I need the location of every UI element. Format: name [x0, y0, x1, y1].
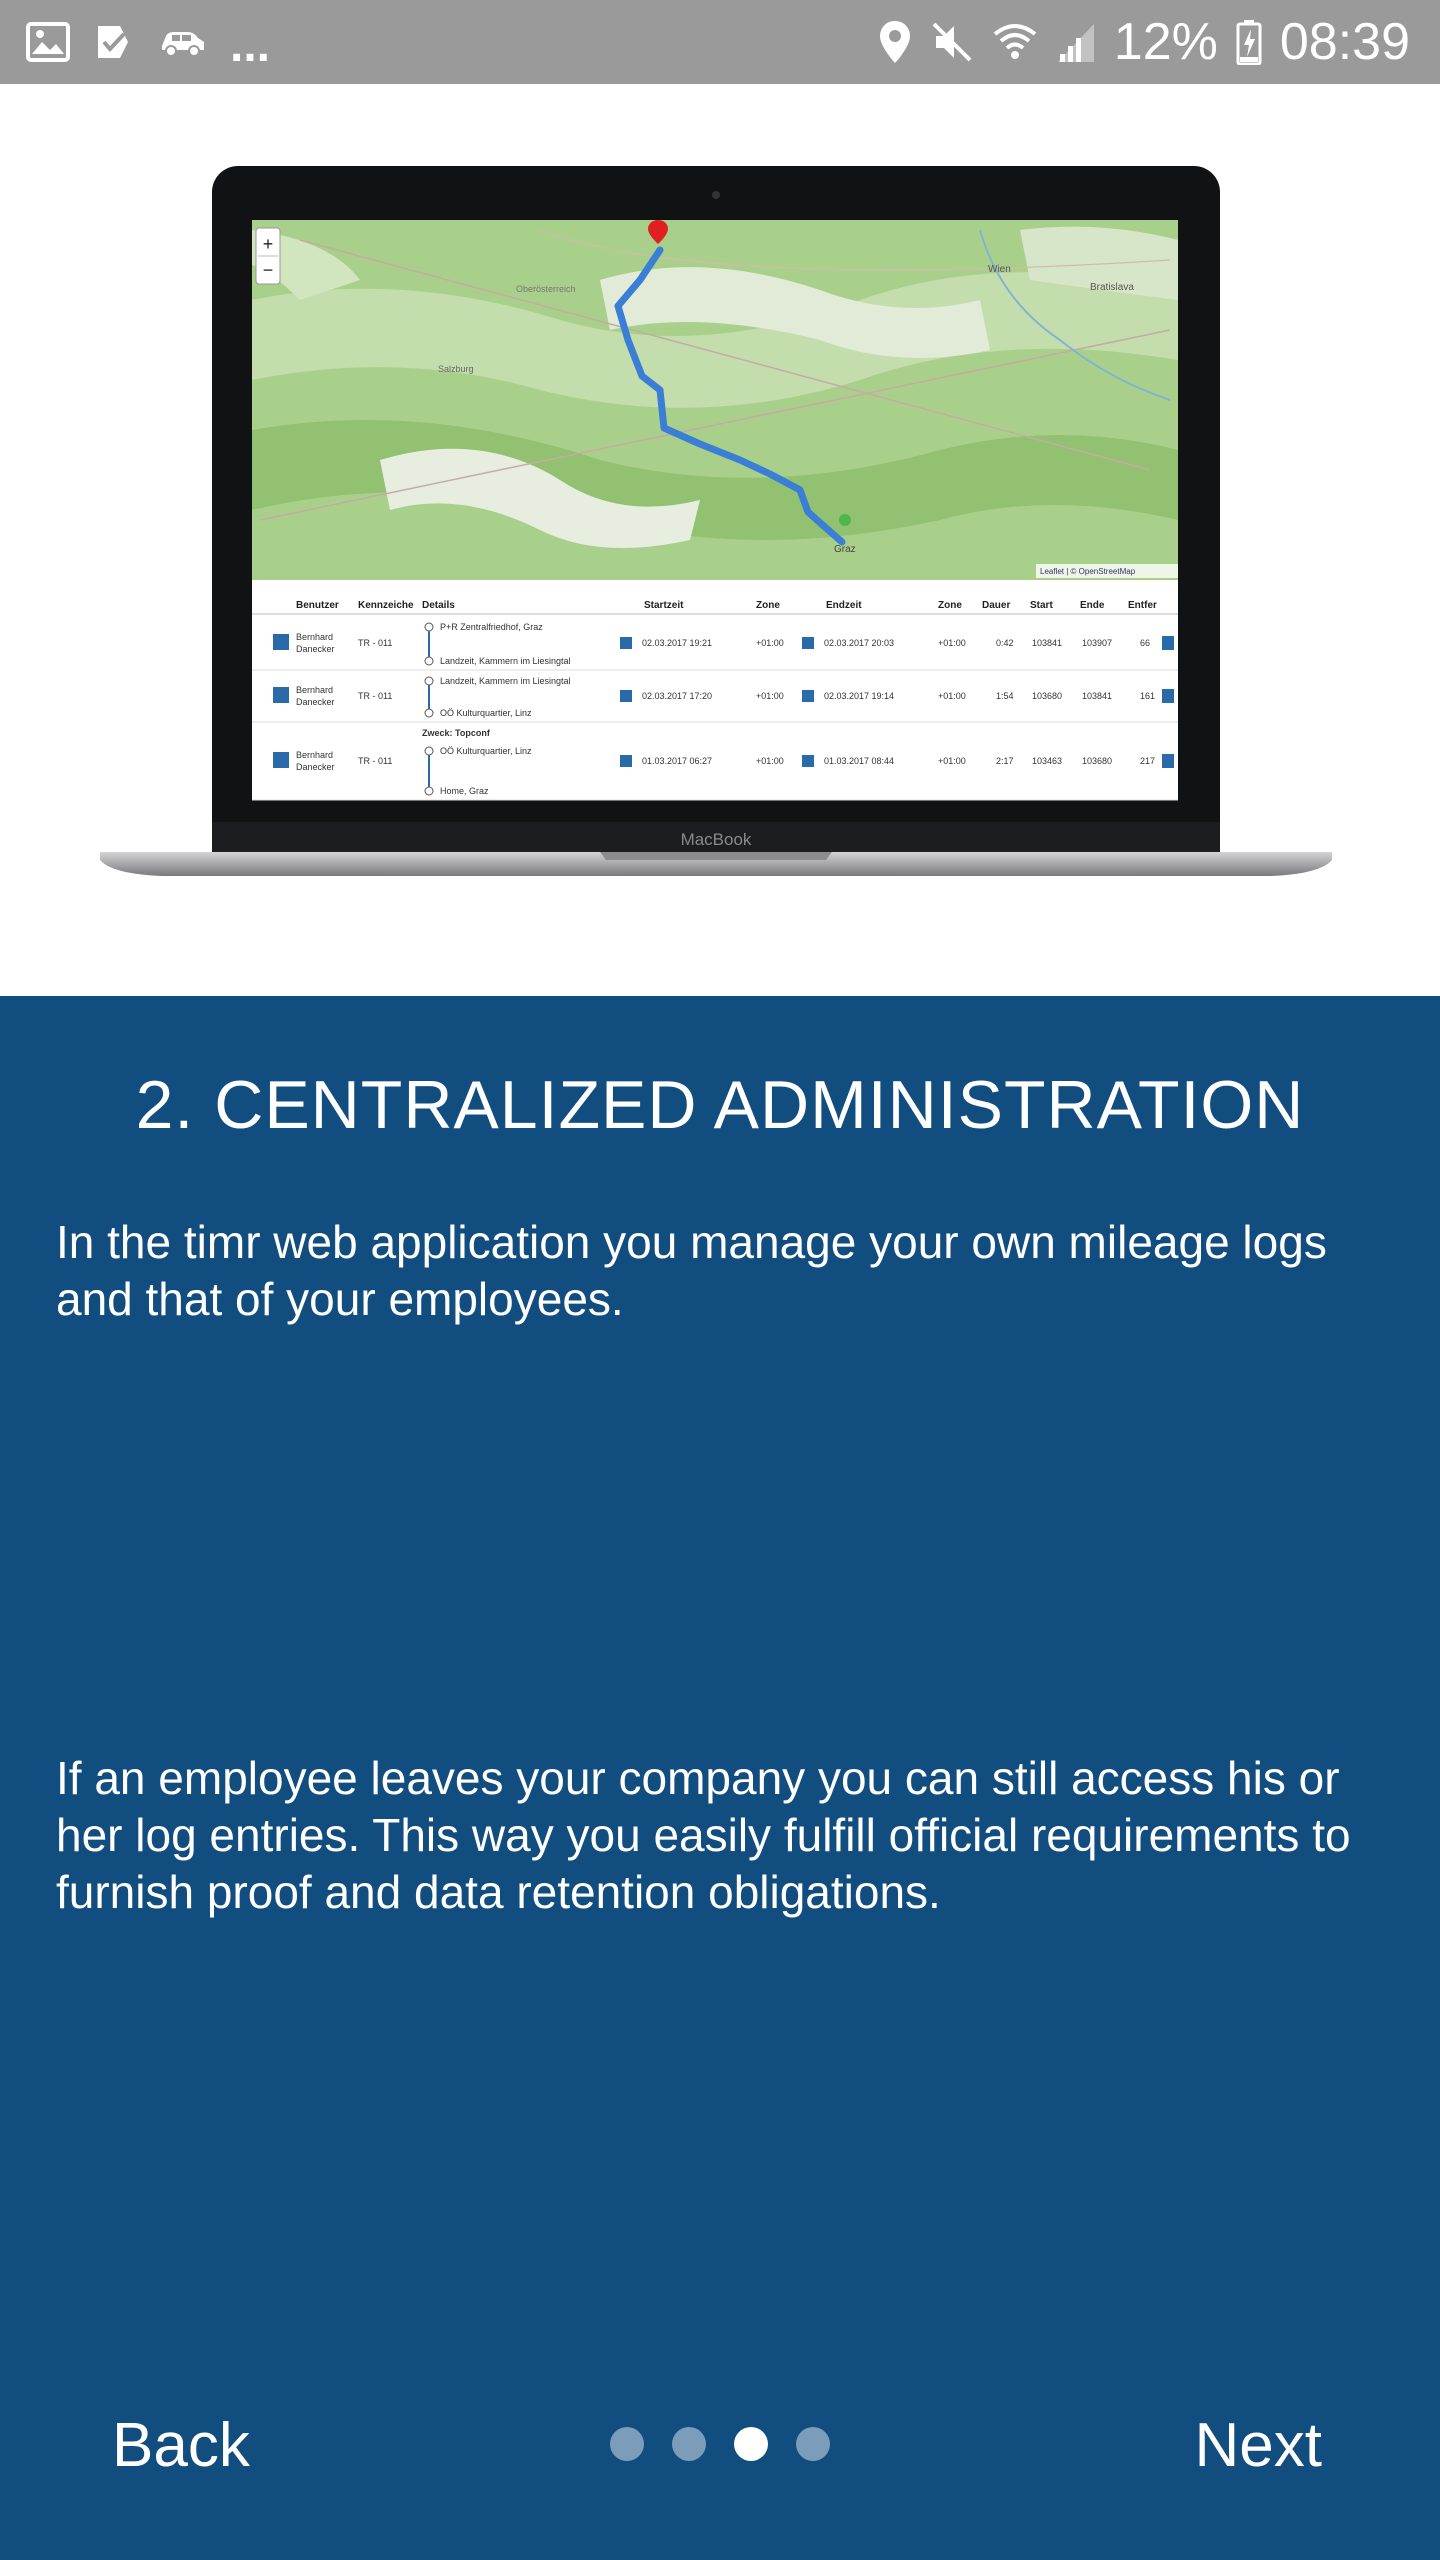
cell-start-time: 01.03.2017 06:27: [642, 756, 713, 766]
notification-icons: [26, 16, 271, 72]
cell-km-start: 103841: [1032, 638, 1063, 648]
cell-distance: 66: [1140, 638, 1151, 648]
onboarding-panel: [0, 996, 1440, 2560]
cell-user: Bernhard: [296, 632, 334, 642]
page-indicator: [600, 2424, 840, 2464]
table-header-cell: Zone: [938, 600, 962, 611]
location-pin-icon: [878, 19, 912, 65]
cell-to: Landzeit, Kammern im Liesingtal: [440, 656, 571, 666]
start-time-icon: [620, 637, 632, 649]
cell-user: Danecker: [296, 762, 335, 772]
cell-end-time: 01.03.2017 08:44: [824, 756, 895, 766]
car-icon: [158, 26, 206, 58]
wifi-icon: [992, 20, 1038, 64]
cell-start-time: 02.03.2017 17:20: [642, 691, 713, 701]
cell-end-zone: +01:00: [938, 638, 966, 648]
cell-end-time: 02.03.2017 19:14: [824, 691, 895, 701]
route-start-icon: [425, 623, 433, 631]
table-header-cell: Details: [422, 600, 455, 611]
page-dot-2[interactable]: [672, 2427, 706, 2461]
signal-icon: [1056, 20, 1096, 64]
cell-end-zone: +01:00: [938, 691, 966, 701]
cell-user: Danecker: [296, 697, 335, 707]
cell-end-time: 02.03.2017 20:03: [824, 638, 895, 648]
end-time-icon: [802, 755, 814, 767]
vehicle-badge-icon: [273, 634, 289, 650]
cell-start-zone: +01:00: [756, 756, 784, 766]
cell-end-zone: +01:00: [938, 756, 966, 766]
route-end-icon: [425, 657, 433, 665]
map-zoom-out-button: −: [262, 260, 274, 280]
map-zoom-in-button: +: [262, 234, 274, 254]
page-dot-1[interactable]: [610, 2427, 644, 2461]
description-paragraph-2: If an employee leaves your company you can still access his or her log entries. This way you easily fulfill official requirements to furnish proof and data retention obligations.: [56, 1752, 1351, 1918]
map-attribution: Leaflet | © OpenStreetMap: [1040, 567, 1136, 576]
cell-distance: 217: [1140, 756, 1156, 766]
more-notifications: ...: [230, 19, 271, 72]
table-header-cell: Benutzer: [296, 600, 339, 611]
cell-km-end: 103680: [1082, 756, 1113, 766]
cell-km-end: 103841: [1082, 691, 1113, 701]
cell-km-end: 103907: [1082, 638, 1113, 648]
table-header-cell: Start: [1030, 600, 1053, 611]
start-time-icon: [620, 690, 632, 702]
row-action-icon: [1162, 754, 1174, 768]
map-label-wien: Wien: [988, 264, 1011, 275]
map-label-salzburg: Salzburg: [438, 364, 474, 374]
next-button[interactable]: Next: [1194, 2411, 1322, 2480]
start-time-icon: [620, 755, 632, 767]
hero-image: [0, 84, 1440, 996]
cell-km-start: 103680: [1032, 691, 1063, 701]
laptop-notch: [600, 852, 832, 860]
route-start-icon: [425, 677, 433, 685]
cell-from: P+R Zentralfriedhof, Graz: [440, 622, 543, 632]
cell-user: Danecker: [296, 644, 335, 654]
table-header-cell: Zone: [756, 600, 780, 611]
vehicle-badge-icon: [273, 687, 289, 703]
cell-from: Landzeit, Kammern im Liesingtal: [440, 676, 571, 686]
mute-icon: [930, 20, 974, 64]
battery-percent: 12%: [1113, 13, 1218, 71]
table-header-cell: Startzeit: [644, 600, 684, 611]
row-action-icon: [1162, 636, 1174, 650]
status-bar: [0, 0, 1440, 84]
cell-duration: 1:54: [996, 691, 1014, 701]
cell-plate: TR - 011: [358, 638, 393, 648]
map-label-bratislava: Bratislava: [1090, 282, 1134, 293]
page-dot-3[interactable]: [734, 2427, 768, 2461]
map-end-marker: [839, 514, 851, 526]
clock: 08:39: [1279, 13, 1410, 71]
route-end-icon: [425, 787, 433, 795]
page-dot-4[interactable]: [796, 2427, 830, 2461]
table-header-cell: Endzeit: [826, 600, 862, 611]
cell-km-start: 103463: [1032, 756, 1063, 766]
cell-start-zone: +01:00: [756, 691, 784, 701]
table-header-cell: Entfer: [1128, 600, 1157, 611]
route-start-icon: [425, 747, 433, 755]
cell-from: OÖ Kulturquartier, Linz: [440, 746, 532, 756]
map-label-graz: Graz: [834, 544, 856, 555]
cell-plate: TR - 011: [358, 691, 393, 701]
table-header-cell: Kennzeiche: [358, 600, 414, 611]
task-check-icon: [94, 22, 134, 62]
cell-start-zone: +01:00: [756, 638, 784, 648]
vehicle-badge-icon: [273, 752, 289, 768]
description-paragraph-1: In the timr web application you manage your own mileage logs and that of your employees.: [56, 1216, 1327, 1325]
laptop-illustration: [0, 84, 1440, 996]
cell-to: Home, Graz: [440, 786, 489, 796]
cell-duration: 0:42: [996, 638, 1014, 648]
back-button[interactable]: Back: [112, 2411, 250, 2480]
end-time-icon: [802, 690, 814, 702]
cell-duration: 2:17: [996, 756, 1014, 766]
route-end-icon: [425, 709, 433, 717]
laptop-camera: [712, 191, 720, 199]
cell-distance: 161: [1140, 691, 1156, 701]
table-header-cell: Dauer: [982, 600, 1011, 611]
image-icon: [26, 22, 70, 62]
laptop-brand: MacBook: [680, 830, 752, 849]
page-title: 2. CENTRALIZED ADMINISTRATION: [135, 1067, 1305, 1143]
row-action-icon: [1162, 689, 1174, 703]
cell-purpose: Zweck: Topconf: [422, 728, 490, 738]
battery-charging-icon: [1236, 19, 1262, 65]
map-label-oberoesterreich: Oberösterreich: [516, 284, 576, 294]
cell-user: Bernhard: [296, 685, 334, 695]
cell-plate: TR - 011: [358, 756, 393, 766]
end-time-icon: [802, 637, 814, 649]
cell-to: OÖ Kulturquartier, Linz: [440, 708, 532, 718]
cell-user: Bernhard: [296, 750, 334, 760]
table-header-cell: Ende: [1080, 600, 1105, 611]
cell-start-time: 02.03.2017 19:21: [642, 638, 713, 648]
trip-table: [252, 580, 1178, 800]
system-icons: [878, 10, 1410, 74]
